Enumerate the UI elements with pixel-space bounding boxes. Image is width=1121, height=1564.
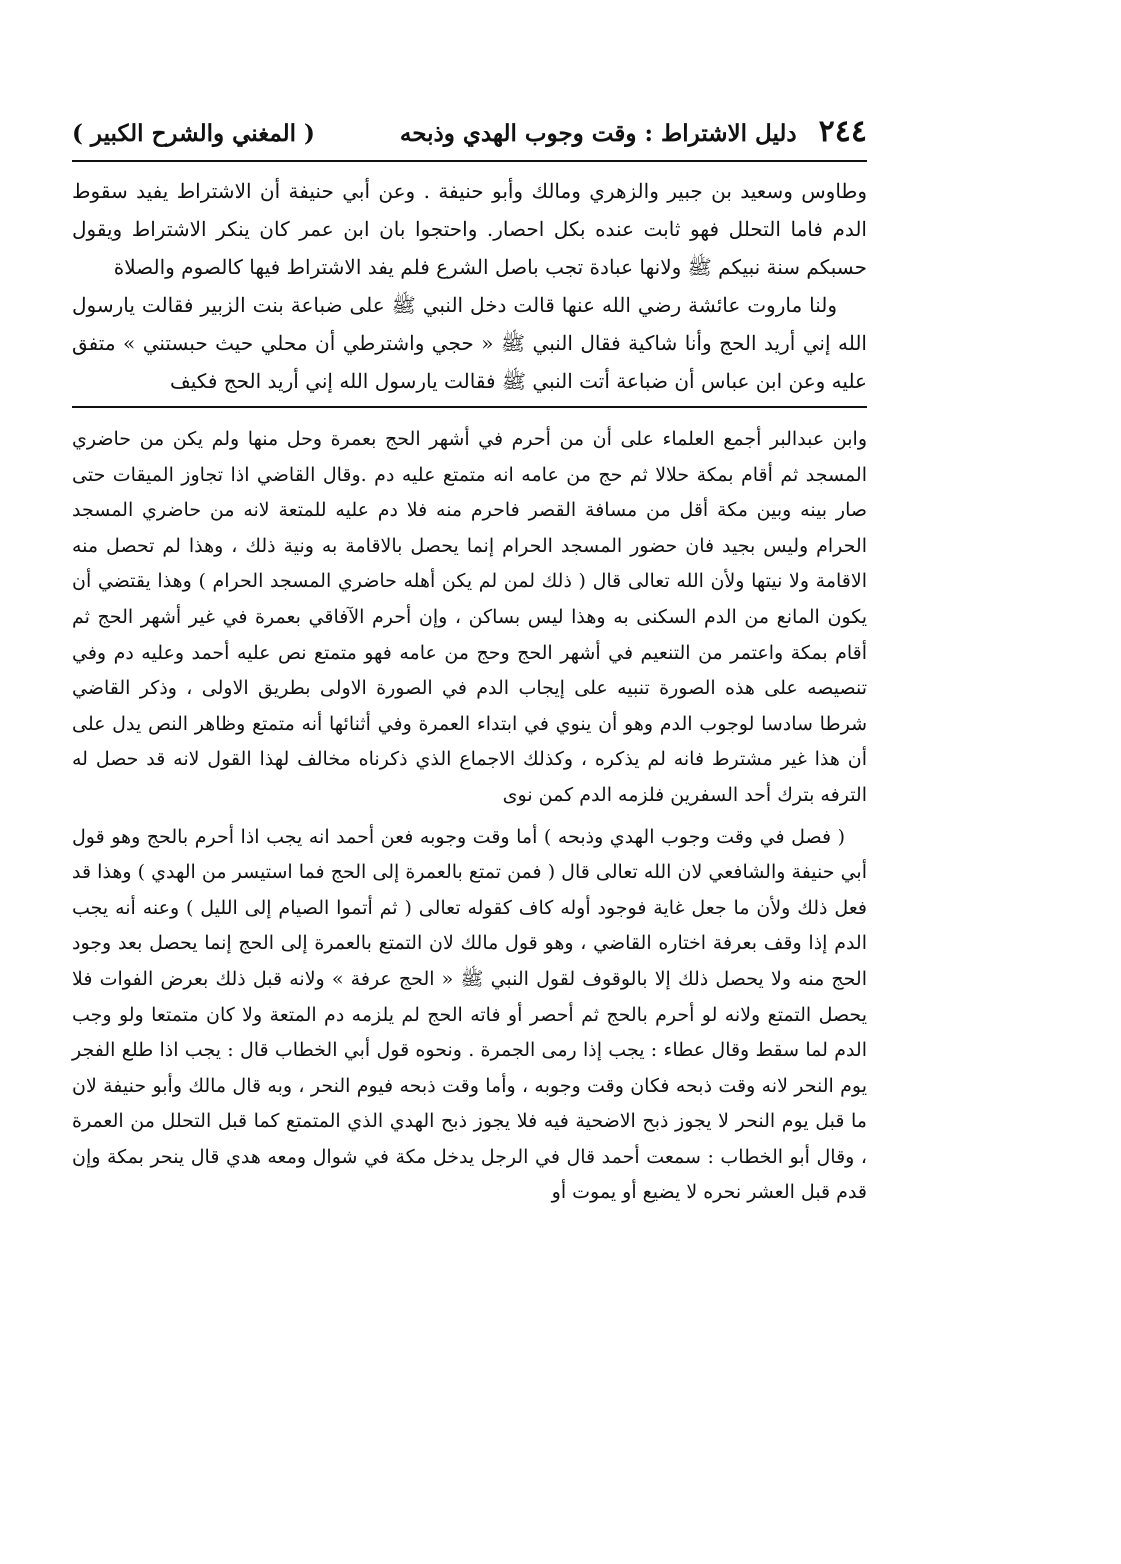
header-right-group <box>400 112 867 154</box>
commentary-paragraph: وابن عبدالبر أجمع العلماء على أن من أحرم في أشهر الحج بعمرة وحل منها ولم يكن من حاضري المسجد ثم أقام بمكة حلالا ثم حج من عامه انه متمتع عليه دم .وقال القاضي اذا تجاوز الميقات حتى صار بينه وبين مكة أقل من مسافة القصر فاحرم منه فلا دم عليه للمتعة لانه من حاضري المسجد الحرام وليس بجيد فان حضور المسجد الحرام إنما يحصل بالاقامة به ونية ذلك ، وهذا لم تحصل منه الاقامة ولا نيتها ولأن الله تعالى قال ( ذلك لمن لم يكن أهله حاضري المسجد الحرام ) وهذا يقتضي أن يكون المانع من الدم السكنى به وهذا ليس بساكن ، وإن أحرم الآفاقي بعمرة في غير أشهر الحج ثم أقام بمكة واعتمر من التنعيم في أشهر الحج وحج من عامه فهو متمتع نص عليه أحمد وعليه دم وفي تنصيصه على هذه الصورة تنبيه على إيجاب الدم في الصورة الاولى بطريق الاولى ، وذكر القاضي شرطا سادسا لوجوب الدم وهو أن ينوي في ابتداء العمرة وفي أثنائها أنه متمتع وظاهر النص يدل على أن هذا غير مشترط فانه لم يذكره ، وكذلك الاجماع الذي ذكرناه مخالف لهذا القول لانه قد حصل له الترفه بترك أحد السفرين فلزمه الدم كمن نوى <box>72 428 868 806</box>
commentary-text <box>72 422 867 1211</box>
page-number: ٢٤٤ <box>818 114 867 149</box>
main-paragraph: ولنا ماروت عائشة رضي الله عنها قالت دخل النبي ﷺ على ضباعة بنت الزبير فقالت يارسول الله إني أريد الحج وأنا شاكية فقال النبي ﷺ « حجي واشترطي أن محلي حيث حبستني » متفق عليه وعن ابن عباس أن ضباعة أتت النبي ﷺ فقالت يارسول الله إني أريد الحج فكيف <box>72 293 867 393</box>
commentary-paragraph: ( فصل في وقت وجوب الهدي وذبحه ) أما وقت وجوبه فعن أحمد انه يجب اذا أحرم بالحج وهو قول أبي حنيفة والشافعي لان الله تعالى قال ( فمن تمتع بالعمرة إلى الحج فما استيسر من الهدي ) وهذا قد فعل ذلك ولأن ما جعل غاية فوجود أوله كاف كقوله تعالى ( ثم أتموا الصيام إلى الليل ) وعنه أنه يجب الدم إذا وقف بعرفة اختاره القاضي ، وهو قول مالك لان التمتع بالعمرة إلى الحج إنما يحصل بعد وجود الحج منه ولا يحصل ذلك إلا بالوقوف لقول النبي ﷺ « الحج عرفة » ولانه قبل ذلك بعرض الفوات فلا يحصل التمتع ولانه لو أحرم بالحج ثم أحصر أو فاته الحج لم يلزمه دم المتعة ولا كان متمتعا ولو وجب الدم لما سقط وقال عطاء : يجب إذا رمى الجمرة . ونحوه قول أبي الخطاب قال : يجب اذا طلع الفجر يوم النحر لانه وقت ذبحه فكان وقت وجوبه ، وأما وقت ذبحه فيوم النحر ، وبه قال مالك وأبو حنيفة لان ما قبل يوم النحر لا يجوز ذبح الاضحية فيه فلا يجوز ذبح الهدي الذي المتمتع كما قبل التحلل من العمرة ، وقال أبو الخطاب : سمعت أحمد قال في الرجل يدخل مكة في شوال ومعه هدي قال ينحر بمكة وإن قدم قبل العشر نحره لا يضيع أو يموت أو <box>72 825 867 1204</box>
section-divider <box>72 406 867 408</box>
book-title: ( المغني والشرح الكبير ) <box>72 120 315 147</box>
chapter-title: دليل الاشتراط : وقت وجوب الهدي وذبحه <box>399 120 797 147</box>
book-page <box>72 112 867 1211</box>
page-header <box>72 112 867 162</box>
main-paragraph: وطاوس وسعيد بن جبير والزهري ومالك وأبو حنيفة . وعن أبي حنيفة أن الاشتراط يفيد سقوط الدم فاما التحلل فهو ثابت عنده بكل احصار. واحتجوا بان ابن عمر كان ينكر الاشتراط ويقول حسبكم سنة نبيكم ﷺ ولانها عبادة تجب باصل الشرع فلم يفد الاشتراط فيها كالصوم والصلاة <box>72 179 867 279</box>
main-text <box>72 172 867 400</box>
